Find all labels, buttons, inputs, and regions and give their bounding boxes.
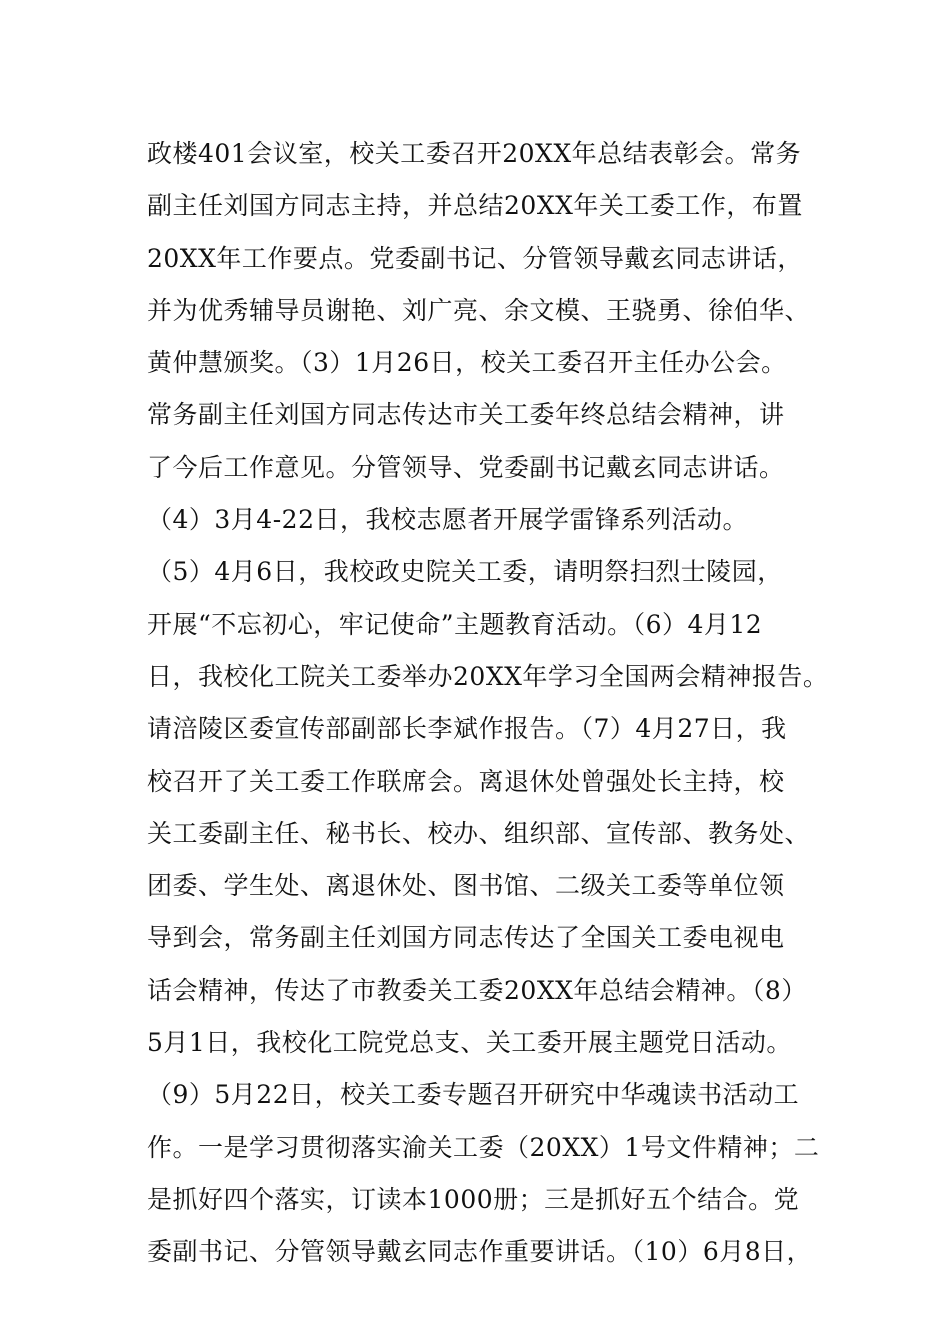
text-line: 并为优秀辅导员谢艳、刘广亮、余文模、王骁勇、徐伯华、 [147,295,811,325]
text-line: 作。一是学习贯彻落实渝关工委（20XX）1号文件精神；二 [147,1132,820,1162]
body-text [147,128,827,1279]
text-line: 20XX年工作要点。党委副书记、分管领导戴玄同志讲话， [147,243,803,273]
text-line: 请涪陵区委宣传部副部长李斌作报告。（7）4月27日，我 [147,714,787,744]
text-line: （9）5月22日，校关工委专题召开研究中华魂读书活动工 [147,1080,800,1110]
text-line: 黄仲慧颁奖。（3）1月26日，校关工委召开主任办公会。 [147,348,787,378]
text-line: 关工委副主任、秘书长、校办、组织部、宣传部、教务处、 [147,818,811,848]
text-line: 5月1日，我校化工院党总支、关工委开展主题党日活动。 [147,1028,792,1058]
text-line: 是抓好四个落实，订读本1000册；三是抓好五个结合。党 [147,1184,800,1214]
text-line: （5）4月6日，我校政史院关工委，请明祭扫烈士陵园， [147,557,783,587]
text-line: 副主任刘国方同志主持，并总结20XX年关工委工作，布置 [147,191,803,221]
text-line: 导到会，常务副主任刘国方同志传达了全国关工委电视电 [147,923,785,953]
text-line: 了今后工作意见。分管领导、党委副书记戴玄同志讲话。 [147,452,785,482]
text-line: 政楼401会议室，校关工委召开20XX年总结表彰会。常务 [147,139,802,168]
text-line: （4）3月4-22日，我校志愿者开展学雷锋系列活动。 [147,505,748,535]
text-line: 日，我校化工院关工委举办20XX年学习全国两会精神报告。 [147,661,829,691]
text-line: 常务副主任刘国方同志传达市关工委年终总结会精神，讲 [147,400,785,430]
text-line: 校召开了关工委工作联席会。离退休处曾强处长主持，校 [147,766,785,796]
text-line: 团委、学生处、离退休处、图书馆、二级关工委等单位领 [147,871,785,901]
text-line: 话会精神，传达了市教委关工委20XX年总结会精神。（8） [147,975,807,1005]
text-line: 委副书记、分管领导戴玄同志作重要讲话。（10）6月8日， [147,1237,813,1267]
text-line: 开展“不忘初心，牢记使命”主题教育活动。（6）4月12 [147,609,763,639]
